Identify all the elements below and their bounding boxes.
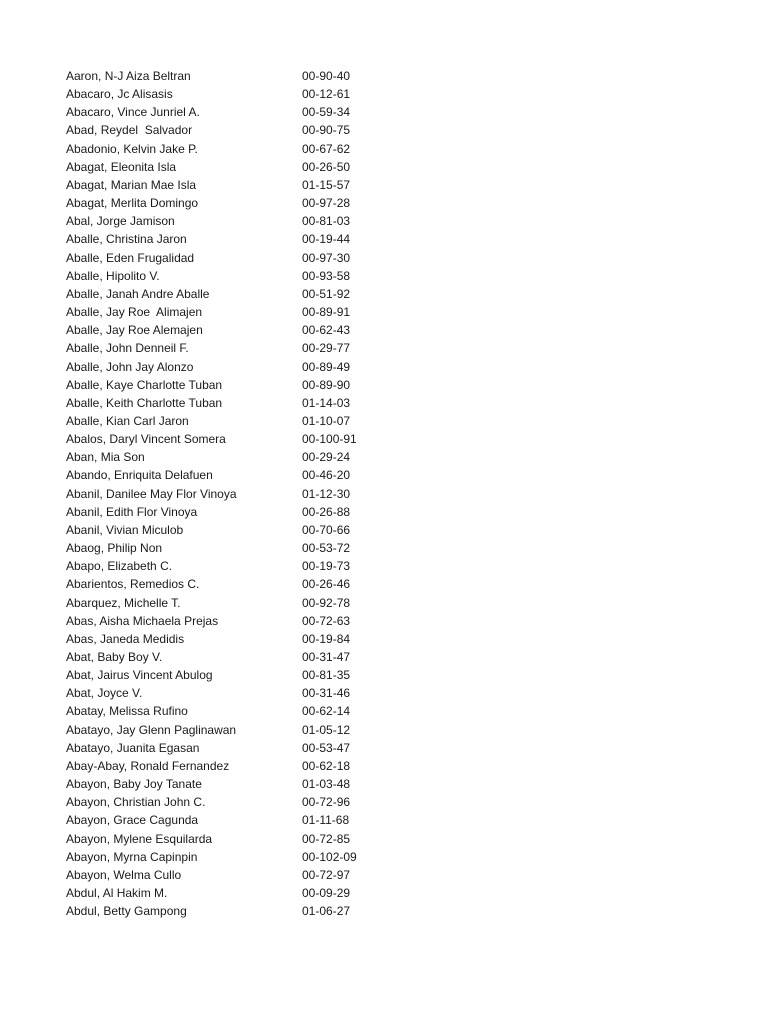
record-name: Abayon, Welma Cullo [66,867,182,882]
record-name: Abaog, Philip Non [66,541,163,556]
list-item [66,267,386,285]
record-name: Aban, Mia Son [66,450,145,465]
record-name: Abas, Aisha Michaela Prejas [66,613,219,628]
list-item [66,594,386,612]
record-name: Aballe, John Jay Alonzo [66,359,194,374]
record-name: Abacaro, Vince Junriel A. [66,105,200,120]
list-item [66,358,386,376]
record-code: 00-67-62 [302,141,351,156]
list-item [66,212,386,230]
list-item [66,811,386,829]
record-name: Abayon, Mylene Esquilarda [66,831,213,846]
record-name: Abacaro, Jc Alisasis [66,87,173,102]
list-item [66,412,386,430]
record-code: 00-19-73 [302,559,351,574]
list-item [66,539,386,557]
record-name: Abando, Enriquita Delafuen [66,468,213,483]
record-name: Abalos, Daryl Vincent Somera [66,432,226,447]
record-name: Abal, Jorge Jamison [66,214,175,229]
record-name: Abagat, Merlita Domingo [66,196,199,211]
record-name: Abdul, Betty Gampong [66,904,187,919]
list-item [66,884,386,902]
record-name: Aballe, Jay Roe Alemajen [66,323,203,338]
record-code: 00-81-35 [302,668,351,683]
record-code: 00-26-46 [302,577,351,592]
list-item [66,485,386,503]
record-name: Aballe, Janah Andre Aballe [66,286,210,301]
record-code: 00-09-29 [302,886,351,901]
record-name: Abanil, Edith Flor Vinoya [66,504,198,519]
record-code: 00-53-47 [302,740,351,755]
record-name: Abayon, Christian John C. [66,795,206,810]
list-item [66,121,386,139]
record-code: 00-89-90 [302,377,351,392]
record-name: Abapo, Elizabeth C. [66,559,173,574]
list-item [66,739,386,757]
record-name: Abarquez, Michelle T. [66,595,181,610]
list-item [66,285,386,303]
record-name: Abat, Jairus Vincent Abulog [66,668,213,683]
record-name: Abagat, Marian Mae Isla [66,177,197,192]
list-item [66,140,386,158]
list-item [66,430,386,448]
record-code: 00-19-84 [302,631,351,646]
record-code: 01-15-57 [302,177,351,192]
record-name: Aaron, N-J Aiza Beltran [66,69,191,83]
record-code: 01-14-03 [302,395,351,410]
list-item [66,230,386,248]
list-item [66,575,386,593]
record-code: 00-53-72 [302,541,351,556]
record-name: Abayon, Grace Cagunda [66,813,199,828]
record-name: Aballe, Eden Frugalidad [66,250,195,265]
record-code: 00-102-09 [302,849,357,864]
record-code: 00-62-18 [302,758,351,773]
record-code: 00-51-92 [302,286,351,301]
record-code: 00-89-49 [302,359,351,374]
record-code: 01-06-27 [302,904,351,919]
record-code: 00-90-75 [302,123,351,138]
record-name: Abayon, Myrna Capinpin [66,849,198,864]
list-item [66,466,386,484]
record-code: 00-12-61 [302,87,351,102]
list-item [66,339,386,357]
record-name: Aballe, Christina Jaron [66,232,187,247]
record-code: 00-72-97 [302,867,351,882]
record-code: 01-12-30 [302,486,351,501]
record-code: 00-29-77 [302,341,351,356]
record-name: Aballe, Keith Charlotte Tuban [66,395,223,410]
record-name: Abanil, Vivian Miculob [66,522,184,537]
record-name: Abatayo, Juanita Egasan [66,740,200,755]
record-code: 00-59-34 [302,105,351,120]
record-code: 01-11-68 [302,813,350,828]
record-code: 00-97-30 [302,250,351,265]
record-code: 00-31-47 [302,650,351,664]
record-code: 00-93-58 [302,268,351,283]
record-name: Aballe, Jay Roe Alimajen [66,305,203,320]
record-code: 00-92-78 [302,595,351,610]
list-item [66,394,386,412]
record-name: Abat, Joyce V. [66,686,143,701]
list-item [66,103,386,121]
list-item [66,303,386,321]
record-code: 00-26-50 [302,159,351,174]
list-item [66,721,386,739]
record-name: Abas, Janeda Medidis [66,631,185,646]
list-item [66,702,386,720]
record-code: 00-46-20 [302,468,351,483]
record-name: Aballe, Kian Carl Jaron [66,413,189,428]
list-item [66,521,386,539]
list-item [66,176,386,194]
record-name: Abay-Abay, Ronald Fernandez [66,758,230,773]
record-name: Aballe, Kaye Charlotte Tuban [66,377,223,392]
list-item [66,321,386,339]
record-name: Abanil, Danilee May Flor Vinoya [66,486,237,501]
list-item [66,757,386,775]
record-name: Abat, Baby Boy V. [66,650,163,664]
list-item [66,630,386,648]
list-item [66,67,386,85]
record-code: 01-03-48 [302,777,351,792]
list-item [66,85,386,103]
record-code: 00-26-88 [302,504,351,519]
record-code: 00-70-66 [302,522,351,537]
list-item [66,684,386,702]
record-code: 00-100-91 [302,432,357,447]
list-item [66,666,386,684]
record-list [66,67,386,920]
record-code: 00-97-28 [302,196,351,211]
list-item [66,249,386,267]
list-item [66,648,386,666]
list-item [66,194,386,212]
list-item [66,503,386,521]
record-name: Abadonio, Kelvin Jake P. [66,141,198,156]
record-code: 00-72-63 [302,613,351,628]
record-name: Abayon, Baby Joy Tanate [66,777,202,792]
record-code: 00-29-24 [302,450,351,465]
list-item [66,902,386,920]
list-item [66,448,386,466]
record-code: 00-72-96 [302,795,351,810]
list-item [66,376,386,394]
record-code: 00-19-44 [302,232,351,247]
record-code: 00-31-46 [302,686,351,701]
record-name: Abad, Reydel Salvador [66,123,193,138]
record-name: Aballe, John Denneil F. [66,341,189,356]
record-code: 00-89-91 [302,305,351,320]
list-item [66,866,386,884]
record-name: Abatayo, Jay Glenn Paglinawan [66,722,237,737]
record-name: Abdul, Al Hakim M. [66,886,168,901]
list-item [66,775,386,793]
list-item [66,793,386,811]
record-code: 01-05-12 [302,722,351,737]
list-item [66,557,386,575]
list-item [66,830,386,848]
record-code: 00-90-40 [302,69,351,83]
record-name: Abatay, Melissa Rufino [66,704,188,719]
record-name: Abagat, Eleonita Isla [66,159,177,174]
record-code: 00-72-85 [302,831,351,846]
list-item [66,612,386,630]
record-name: Aballe, Hipolito V. [66,268,160,283]
record-code: 00-81-03 [302,214,351,229]
list-item [66,848,386,866]
record-code: 01-10-07 [302,413,351,428]
record-code: 00-62-43 [302,323,351,338]
record-code: 00-62-14 [302,704,351,719]
list-item [66,158,386,176]
record-name: Abarientos, Remedios C. [66,577,200,592]
